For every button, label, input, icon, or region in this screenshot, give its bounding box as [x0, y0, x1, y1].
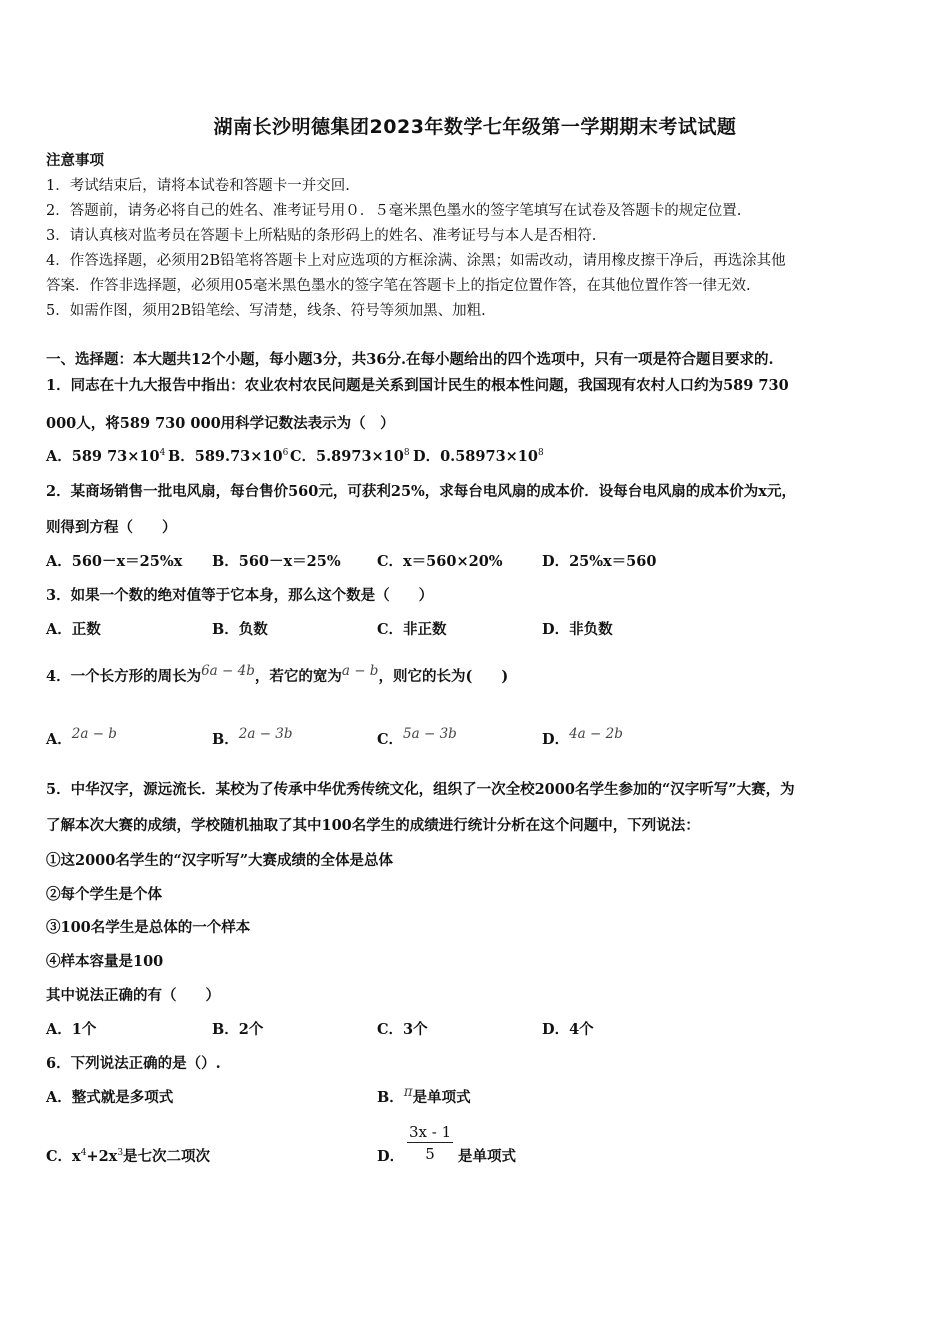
q6-option-b: B．π是单项式	[377, 1084, 471, 1106]
q5-option-a: A．1个	[46, 1021, 97, 1038]
fraction-numerator: 3x - 1	[409, 1123, 452, 1141]
q5-option-c: C．3个	[377, 1021, 428, 1038]
q2-option-b: B．560－x＝25%	[212, 553, 341, 570]
q1-option-b: B．$589.73\times 10^6$	[168, 448, 289, 465]
q5-statement-4: ④样本容量是100	[46, 953, 164, 970]
q6-stem: 6．下列说法正确的是（）.	[46, 1055, 221, 1072]
q5-statement-1: ①这2000名学生的“汉字听写”大赛成绩的全体是总体	[46, 852, 394, 869]
q4-option-d: D．4a − 2b	[542, 726, 623, 748]
q5-statement-3: ③100名学生是总体的一个样本	[46, 919, 251, 936]
q6-option-c: C．$x^4+2x^3$是七次二项次	[46, 1148, 211, 1165]
q2-option-d: D．25%x＝560	[542, 553, 657, 570]
q5-statement-2: ②每个学生是个体	[46, 886, 162, 903]
q4-option-b: B．2a − 3b	[212, 726, 293, 748]
q3-option-d: D．非负数	[542, 621, 613, 638]
q3-stem: 3．如果一个数的绝对值等于它本身，那么这个数是（ ）	[46, 587, 434, 604]
notice-item-4-cont: 答案．作答非选择题，必须用05毫米黑色墨水的签字笔在答题卡上的指定位置作答，在其他位置作答一律无效.	[46, 278, 751, 294]
q2-stem-line1: 2．某商场销售一批电风扇，每台售价560元，可获利25%，求每台电风扇的成本价．设每台电风扇的成本价为x元，	[46, 483, 796, 500]
q5-ask: 其中说法正确的有（ ）	[46, 987, 220, 1004]
notice-item-4: 4．作答选择题，必须用2B铅笔将答题卡上对应选项的方框涂满、涂黑；如需改动，请用橡皮擦干净后，再选涂其他	[46, 253, 786, 269]
q1-stem-line1: 1．同志在十九大报告中指出：农业农村农民问题是关系到国计民生的根本性问题，我国现有农村人口约为589 730	[46, 377, 789, 394]
q6-option-a: A．整式就是多项式	[46, 1089, 174, 1106]
q3-option-a: A．正数	[46, 621, 101, 638]
pi-symbol: π	[403, 1084, 413, 1100]
notice-heading: 注意事项	[46, 152, 104, 169]
q1-option-c: C．$5.8973\times 10^8$	[290, 448, 410, 465]
section-header: 一、选择题：本大题共12个小题，每小题3分，共36分.在每小题给出的四个选项中，只有一项是符合题目要求的.	[46, 351, 774, 368]
q6-option-d-label: D．	[377, 1148, 405, 1165]
q1-stem-line2: 000人，将589 730 000用科学记数法表示为（ ）	[46, 415, 395, 432]
q4-stem: 4．一个长方形的周长为6a − 4b，若它的宽为a − b，则它的长为( )	[46, 663, 509, 685]
q5-stem-line1: 5．中华汉字，源远流长．某校为了传承中华优秀传统文化，组织了一次全校2000名学生参加的“汉字听写”大赛，为	[46, 781, 795, 798]
q4-width-expr: a − b	[341, 663, 379, 679]
q1-option-a: A．589 $73\times 10^4$	[46, 448, 166, 465]
notice-item-1: 1．考试结束后，请将本试卷和答题卡一并交回.	[46, 178, 350, 194]
q3-option-b: B．负数	[212, 621, 268, 638]
q1-option-d: D．$0.58973\times 10^8$	[413, 448, 544, 465]
notice-item-2: 2．答题前，请务必将自己的姓名、准考证号用０．５毫米黑色墨水的签字笔填写在试卷及答题卡的规定位置.	[46, 203, 742, 219]
q2-stem-line2: 则得到方程（ ）	[46, 519, 177, 536]
exam-title: 湖南长沙明德集团2023年数学七年级第一学期期末考试试题	[213, 116, 737, 138]
q5-stem-line2: 了解本次大赛的成绩，学校随机抽取了其中100名学生的成绩进行统计分析在这个问题中，下列说法：	[46, 817, 700, 834]
q4-option-a: A．2a − b	[46, 726, 117, 748]
q6-option-d-text: 是单项式	[458, 1148, 516, 1165]
fraction-denominator: 5	[425, 1145, 435, 1163]
q3-option-c: C．非正数	[377, 621, 447, 638]
q5-option-d: D．4个	[542, 1021, 594, 1038]
notice-item-3: 3．请认真核对监考员在答题卡上所粘贴的条形码上的姓名、准考证号与本人是否相符.	[46, 228, 597, 244]
q4-option-c: C．5a − 3b	[377, 726, 457, 748]
q6-option-d-fraction	[407, 1122, 453, 1165]
notice-item-5: 5．如需作图，须用2B铅笔绘、写清楚，线条、符号等须加黑、加粗.	[46, 303, 486, 319]
q5-option-b: B．2个	[212, 1021, 264, 1038]
q4-perimeter-expr: 6a − 4b	[201, 663, 255, 679]
q2-option-a: A．560－x＝25%x	[46, 553, 183, 570]
q2-option-c: C．x＝560×20%	[377, 553, 503, 570]
